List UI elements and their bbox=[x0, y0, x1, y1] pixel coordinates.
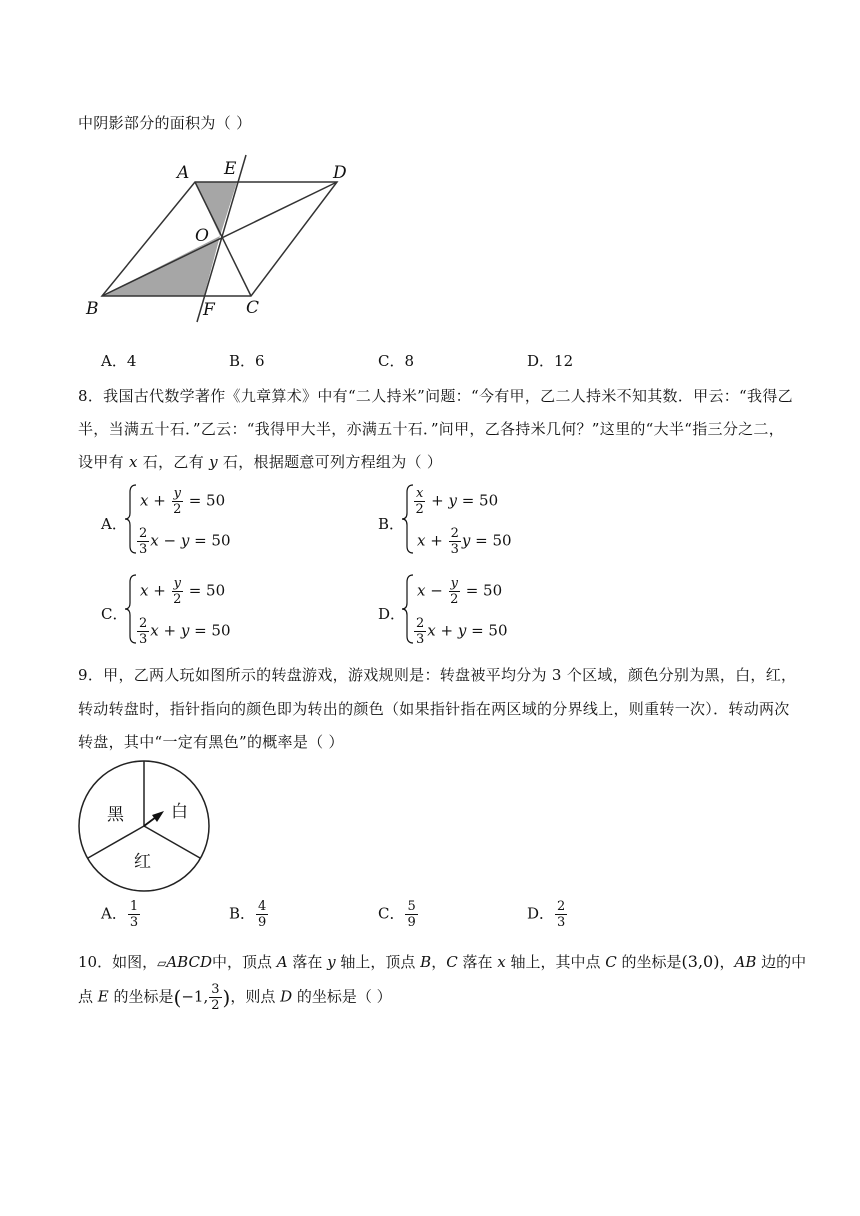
spinner-label-black: 黑 bbox=[107, 805, 124, 825]
q8-d-equation-1: x − $\frac{y}{2}$ = 50 bbox=[417, 576, 503, 607]
q8-line-3: 设甲有 x 石，乙有 y 石，根据题意可列方程组为（ ） bbox=[78, 453, 443, 471]
q8-a-equation-2: $\frac{2}{3}$ x − y = 50 bbox=[139, 526, 231, 557]
q10-line-2: 点 E 的坐标是(−1, $\frac{3}{2}$ )，则点 D 的坐标是（ ） bbox=[78, 982, 392, 1013]
q8-c-equation-1: x + $\frac{y}{2}$ = 50 bbox=[140, 576, 226, 607]
q9-line-1: 9．甲，乙两人玩如图所示的转盘游戏，游戏规则是：转盘被平均分为 3 个区域，颜色分别为黑，白，红， bbox=[78, 666, 797, 684]
spinner-label-white: 白 bbox=[171, 802, 188, 822]
spinner-label-red: 红 bbox=[134, 852, 151, 872]
q9-option-c[interactable]: C． $\frac{5}{9}$ bbox=[378, 899, 416, 930]
point-label-e: E bbox=[224, 159, 237, 179]
q10-line-1: 10．如图，▱ABCD中，顶点 A 落在 y 轴上，顶点 B，C 落在 x 轴上，其中点 C 的坐标是(3,0)，AB 边的中 bbox=[78, 952, 807, 971]
q9-line-3: 转盘，其中“一定有黑色”的概率是（ ） bbox=[78, 733, 344, 751]
q8-option-b-label[interactable]: B． bbox=[378, 515, 405, 533]
q8-d-equation-2: $\frac{2}{3}$ x + y = 50 bbox=[416, 616, 508, 647]
vertex-label-c: C bbox=[246, 298, 260, 318]
q8-b-equation-1: $\frac{x}{2}$ + y = 50 bbox=[415, 486, 499, 517]
spinner-divider-right bbox=[144, 826, 200, 858]
spinner-figure bbox=[76, 758, 212, 894]
vertex-label-a: A bbox=[177, 163, 190, 183]
q9-option-b[interactable]: B． $\frac{4}{9}$ bbox=[229, 899, 267, 930]
q8-option-c-label[interactable]: C． bbox=[101, 605, 128, 623]
q8-option-a-label[interactable]: A． bbox=[101, 515, 127, 533]
point-label-f: F bbox=[203, 300, 215, 320]
q8-b-equation-2: x + $\frac{2}{3}$ y = 50 bbox=[417, 526, 512, 557]
question-intro-line: 中阴影部分的面积为（ ） bbox=[78, 114, 252, 132]
q9-option-d[interactable]: D． $\frac{2}{3}$ bbox=[527, 899, 566, 930]
q7-option-a[interactable]: A．4 bbox=[101, 352, 137, 370]
spinner-pointer-arrow-icon bbox=[152, 811, 164, 822]
q8-option-d-label[interactable]: D． bbox=[378, 605, 406, 623]
q8-c-equation-2: $\frac{2}{3}$ x + y = 50 bbox=[139, 616, 231, 647]
q8-line-2: 半，当满五十石．”乙云：“我得甲大半，亦满五十石．”问甲，乙各持米几何？”这里的“大半“指三分之二， bbox=[78, 420, 785, 438]
q7-option-b[interactable]: B．6 bbox=[229, 352, 265, 370]
q9-line-2: 转动转盘时，指针指向的颜色即为转出的颜色（如果指针指在两区域的分界线上，则重转一次）．转动两次 bbox=[78, 700, 790, 718]
q7-option-d[interactable]: D．12 bbox=[527, 352, 574, 370]
point-label-o: O bbox=[195, 226, 209, 246]
vertex-label-d: D bbox=[333, 163, 347, 183]
q7-option-c[interactable]: C．8 bbox=[378, 352, 415, 370]
q8-line-1: 8．我国古代数学著作《九章算术》中有“二人持米”问题：“今有甲，乙二人持米不知其数．甲云：“我得乙 bbox=[78, 387, 793, 405]
spinner-pointer-shaft bbox=[144, 817, 156, 826]
q8-a-equation-1: x + $\frac{y}{2}$ = 50 bbox=[140, 486, 226, 517]
q9-option-a[interactable]: A． $\frac{1}{3}$ bbox=[101, 899, 139, 930]
vertex-label-b: B bbox=[86, 299, 99, 319]
